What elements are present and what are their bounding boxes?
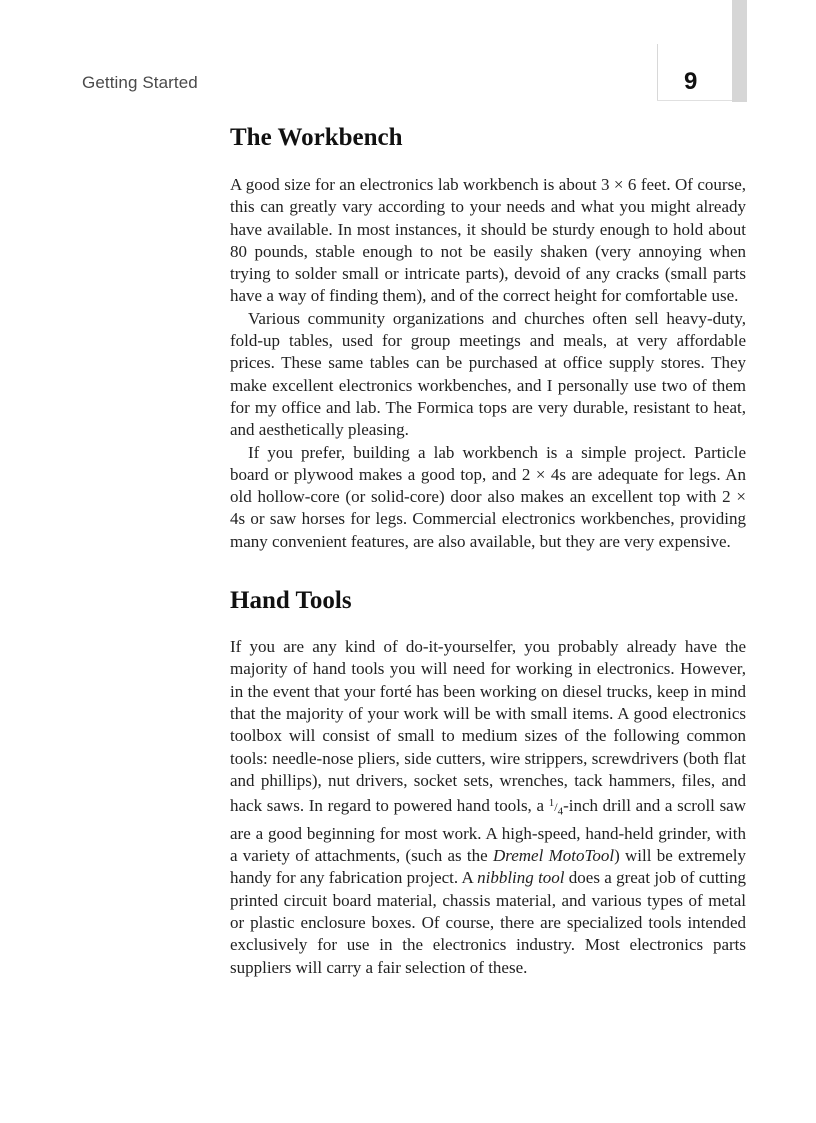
text-run: -inch drill and a scroll saw are a good beginning for most work. A high-speed, hand-held grinder, with a variety of attachments, (such as the — [230, 796, 747, 866]
fraction-numerator: 1 — [548, 797, 555, 810]
page-edge-tab — [732, 0, 747, 102]
section-heading-workbench: The Workbench — [230, 124, 403, 151]
paragraph: Various community organizations and churches often sell heavy-duty, fold-up tables, used for group meetings and meals, at very affordable prices. These same tables can be purchased at office supply stores. They make excellent electronics workbenches, and I personally use two of them for my office and lab. The Formica tops are very durable, resistant to heat, and aesthetically pleasing. — [230, 308, 746, 440]
emphasis-product-name: Dremel MotoTool — [492, 846, 615, 866]
page-number: 9 — [684, 68, 698, 95]
text-run: ) will be extremely handy for any fabrication project. A — [230, 846, 746, 888]
emphasis-term: nibbling tool — [477, 868, 565, 888]
paragraph: If you prefer, building a lab workbench is a simple project. Particle board or plywood makes a good top, and 2 × 4s are adequate for legs. An old hollow-core (or solid-core) door also makes an excellent top with 2 × 4s or saw horses for legs. Commercial electronics workbenches, providing many convenient features, are also available, but they are very expensive. — [230, 442, 746, 551]
text-run: If you are any kind of do-it-yourselfer, you probably already have the majority of hand tools you will need for working in electronics. However, in the event that your forté has been working on diesel trucks, keep in mind that the majority of your work will be with small items. A good electronics toolbox will consist of small to medium sizes of the following common tools: needle-nose pliers, side cutters, wire strippers, screwdrivers (both flat and phillips), nut drivers, socket sets, wrenches, tack hammers, files, and hack saws. In regard to powered hand tools, a — [230, 637, 746, 816]
paragraph: A good size for an electronics lab workbench is about 3 × 6 feet. Of course, this can greatly vary according to your needs and what you might already have available. In most instances, it should be sturdy enough to hold about 80 pounds, stable enough to not be easily shaken (very annoying when trying to solder small or intricate parts), devoid of any cracks (small parts have a way of finding them), and of the correct height for comfortable use. — [230, 175, 746, 306]
section-heading-hand-tools: Hand Tools — [230, 587, 352, 615]
running-head: Getting Started — [82, 73, 198, 92]
text-run: does a great job of cutting printed circuit board material, chassis material, and various types of metal or plastic enclosure boxes. Of course, there are specialized tools intended exclusively for use in the electronics industry. Most electronics parts suppliers will carry a fair selection of these. — [230, 868, 747, 977]
page-number-rule — [657, 44, 658, 101]
page-body — [230, 122, 746, 979]
paragraph — [230, 636, 746, 979]
fraction-one-quarter: $^1/_4$ — [548, 797, 564, 818]
fraction-denominator: 4 — [557, 805, 564, 818]
page-number-underline — [657, 100, 732, 101]
